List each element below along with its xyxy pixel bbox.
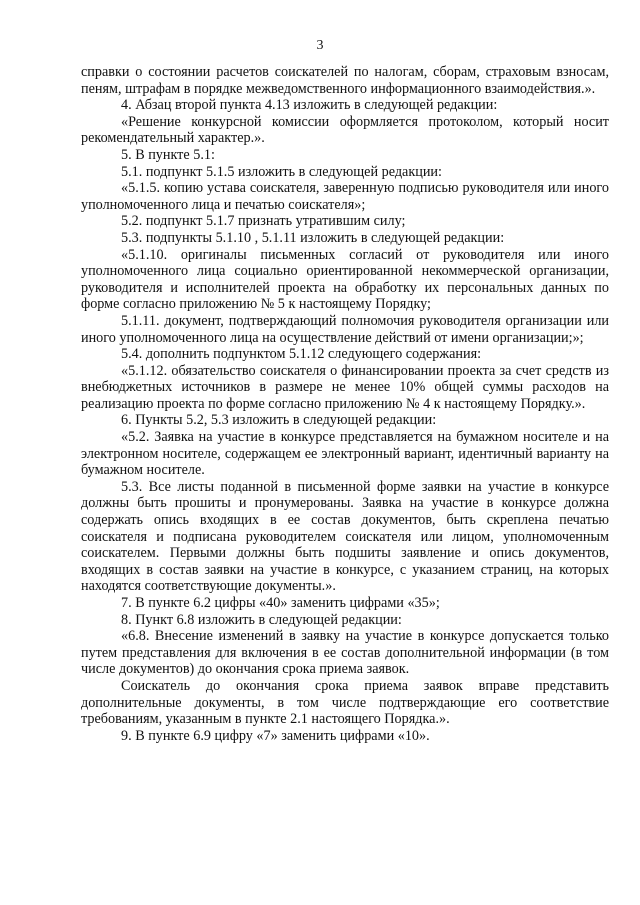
paragraph: 5.1. подпункт 5.1.5 изложить в следующей редакции:	[121, 163, 442, 180]
paragraph: справки о состоянии расчетов соискателей по налогам, сборам, страховым взносам, пеням, штрафам в порядке межведомственного информационного взаимодействия.».	[81, 64, 609, 97]
paragraph: 5.1.11. документ, подтверждающий полномочия руководителя организации или иного уполномоченного лица на осуществление действий от имени организации;»;	[81, 312, 609, 346]
paragraph: 8. Пункт 6.8 изложить в следующей редакции:	[121, 611, 402, 628]
paragraph: «5.2. Заявка на участие в конкурсе представляется на бумажном носителе и на электронном носителе, содержащем ее электронный вариант, идентичный варианту на бумажном носителе.	[81, 429, 609, 479]
paragraph: «5.1.5. копию устава соискателя, заверенную подписью руководителя или иного уполномоченного лица и печатью соискателя»;	[81, 180, 609, 213]
paragraph: 5.2. подпункт 5.1.7 признать утратившим силу;	[121, 213, 406, 230]
page-number: 3	[316, 38, 324, 53]
paragraph: Соискатель до окончания срока приема заявок вправе представить дополнительные документы, в том числе подтверждающие его соответствие требованиям, указанным в пункте 2.1 настоящего Порядка.».	[81, 677, 609, 728]
paragraph: 5. В пункте 5.1:	[121, 146, 215, 163]
paragraph: «5.1.10. оригиналы письменных согласий от руководителя или иного уполномоченного лица социально ориентированной некоммерческой организации, руководителя и исполнителей проекта на обработку их персональных данных по форме согласно приложению № 5 к настоящему Порядку;	[81, 246, 609, 313]
paragraph: 7. В пункте 6.2 цифры «40» заменить цифрами «35»;	[121, 595, 440, 611]
paragraph: «Решение конкурсной комиссии оформляется протоколом, который носит рекомендательный характер.».	[81, 113, 609, 147]
paragraph: 4. Абзац второй пункта 4.13 изложить в следующей редакции:	[121, 97, 498, 114]
paragraph: 5.3. Все листы поданной в письменной форме заявки на участие в конкурсе должны быть прошиты и пронумерованы. Заявка на участие в конкурсе должна содержать опись входящих в ее состав документов, быть скреплена печатью соискателя и подписана руководителем соискателя или лицом, уполномоченным соискателем. Первыми должны быть подшиты заявление и опись документов, входящих в состав заявки на участие в конкурсе, с указанием страниц, на которых находятся соответствующие документы.».	[81, 478, 609, 595]
paragraph: 5.3. подпункты 5.1.10 , 5.1.11 изложить в следующей редакции:	[121, 229, 505, 246]
paragraph: «6.8. Внесение изменений в заявку на участие в конкурсе допускается только путем представления для включения в ее состав дополнительной информации (в том числе документов) до окончания срока приема заявок.	[81, 628, 609, 678]
document-body	[81, 64, 609, 744]
paragraph: 6. Пункты 5.2, 5.3 изложить в следующей редакции:	[121, 412, 437, 429]
paragraph: 9. В пункте 6.9 цифру «7» заменить цифрами «10».	[121, 727, 430, 744]
paragraph: «5.1.12. обязательство соискателя о финансировании проекта за счет средств из внебюджетных источников в размере не менее 10% общей суммы расходов на реализацию проекта по форме согласно приложению № 4 к настоящему Порядку.».	[81, 362, 609, 412]
paragraph: 5.4. дополнить подпунктом 5.1.12 следующего содержания:	[121, 346, 482, 363]
